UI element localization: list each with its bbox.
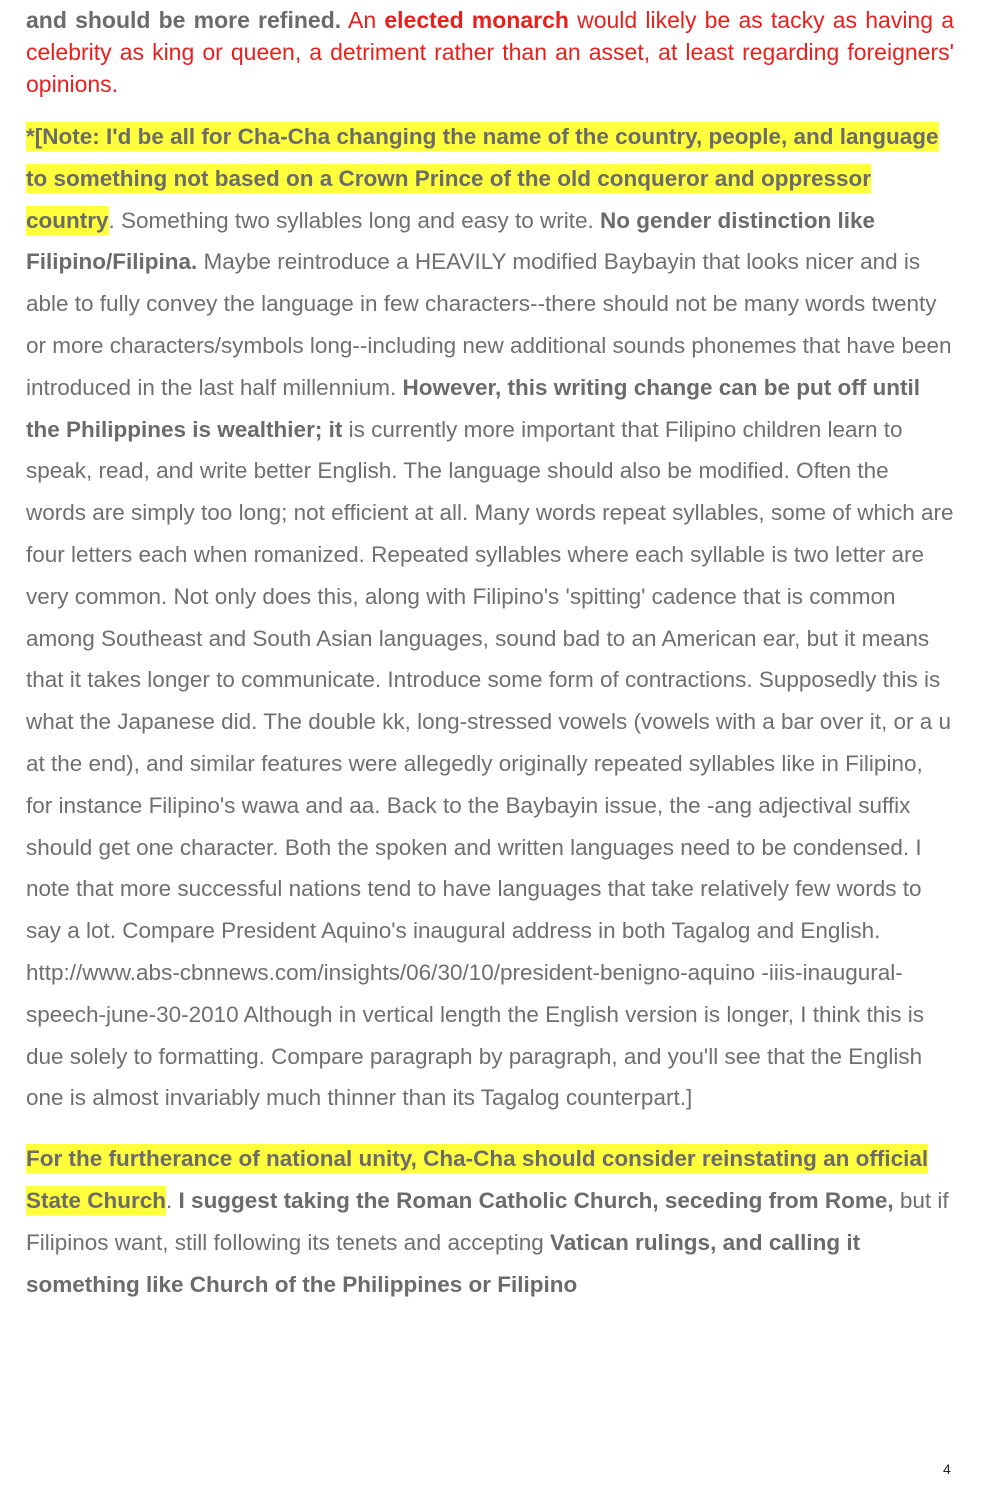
text-bold-vatican: Vatican rulings, and calling it something like Church of the Philippines or Filipino: [26, 1229, 861, 1297]
text-bold-gender: No gender distinction like Filipino/Filipina.: [26, 207, 876, 275]
text-bold-writing-change: However, this writing change can be put off until the Philippines is wealthier; it: [26, 374, 920, 442]
highlight-note: *[Note: I'd be all for Cha-Cha changing the name of the country, people, and language to something not based on a Crown Prince of the old conqueror and oppressor country: [26, 124, 939, 233]
paragraph-monarch: [26, 4, 954, 100]
text-normal: Maybe reintroduce a HEAVILY modified Baybayin that looks nicer and is able to fully convey the language in few characters--there should not be many words twenty or more characters/symbols long--including new additional sounds phonemes that have been introduced in the last half millennium.: [26, 249, 952, 400]
text-elected-monarch: elected monarch: [384, 7, 569, 33]
text-red: would likely be as tacky as having a celebrity as king or queen, a detriment rather than an asset, at least regarding foreigners' opinions.: [26, 7, 954, 97]
text-normal: but if Filipinos want, still following its tenets and accepting: [26, 1187, 949, 1255]
highlight-state-church: For the furtherance of national unity, Cha-Cha should consider reinstating an official State Church: [26, 1146, 929, 1213]
text-normal: .: [166, 1187, 179, 1213]
text-bold-gray: and should be more refined.: [26, 7, 342, 33]
paragraph-gap: [26, 1119, 954, 1138]
text-red: An: [341, 7, 385, 33]
text-normal: . Something two syllables long and easy to write.: [108, 207, 601, 233]
text-bold-roman-catholic: I suggest taking the Roman Catholic Church, seceding from Rome,: [178, 1187, 894, 1213]
page-number: 4: [943, 1461, 951, 1477]
document-page: [26, 4, 954, 1305]
paragraph-note-language: [26, 116, 954, 1119]
paragraph-state-church: [26, 1138, 954, 1305]
text-normal: is currently more important that Filipino children learn to speak, read, and write better English. The language should also be modified. Often the words are simply too long; not efficient at all. Many words repeat syllables, some of which are four letters each when romanized. Repeated syllables where each syllable is two letter are very common. Not only does this, along with Filipino's 'spitting' cadence that is common among Southeast and South Asian languages, sound bad to an American ear, but it means that it takes longer to communicate. Introduce some form of contractions. Supposedly this is what the Japanese did. The double kk, long-stressed vowels (vowels with a bar over it, or a u at the end), and similar features were allegedly originally repeated syllables like in Filipino, for instance Filipino's wawa and aa. Back to the Baybayin issue, the -ang adjectival suffix should get one character. Both the spoken and written languages need to be condensed. I note that more successful nations tend to have languages that take relatively few words to say a lot. Compare President Aquino's inaugural address in both Tagalog and English. http://www.abs-cbnnews.com/insights/06/30/10/president-benigno-aquino -iiis-inaugural-speech-june-30-2010 Although in vertical length the English version is longer, I think this is due solely to formatting. Compare paragraph by paragraph, and you'll see that the English one is almost invariably much thinner than its Tagalog counterpart.]: [26, 416, 954, 1111]
